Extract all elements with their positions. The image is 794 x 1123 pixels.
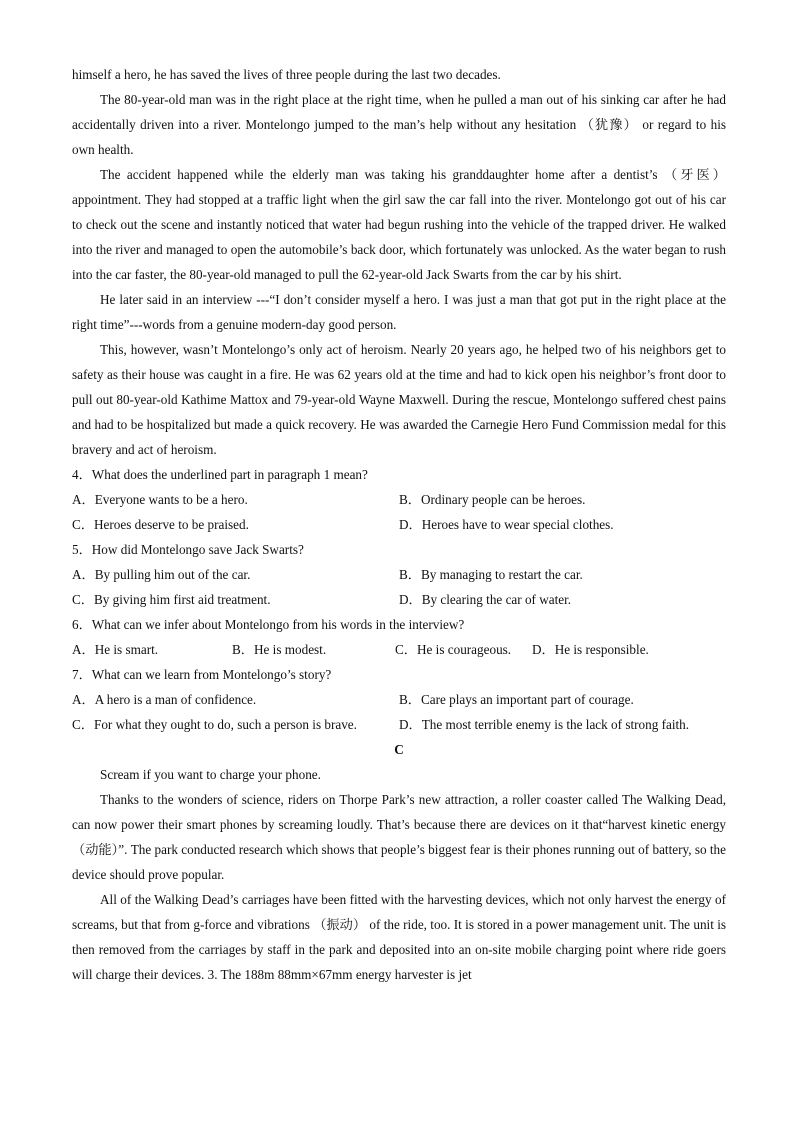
option-7a: A．A hero is a man of confidence. [72,692,257,707]
question-6-options [72,637,726,662]
document-page [72,62,726,987]
paragraph-c-1: Thanks to the wonders of science, riders on Thorpe Park’s new attraction, a roller coaster called The Walking Dead, can now power their smart phones by screaming loudly. That’s because there are devices on it that“harvest kinetic energy （动能）”. The park conducted research which shows that people’s biggest fear is their phones running out of battery, so the device should prove popular. [72,792,726,882]
section-heading-c: C [394,742,404,757]
question-7-options [72,687,726,737]
question-5-stem: 5．How did Montelongo save Jack Swarts? [72,542,304,557]
option-6d: D．He is responsible. [532,642,649,657]
option-4c: C．Heroes deserve to be praised. [72,517,249,532]
paragraph-b-2: The accident happened while the elderly man was taking his granddaughter home after a dentist’s （牙医） appointment. They had stopped at a traffic light when the girl saw the car fall into the river. Montelongo got out of his car to check out the scene and instantly noticed that water had begun rushing into the vehicle of the trapped driver. He walked into the river and managed to open the automobile’s back door, which fortunately was unlocked. As the water began to rush into the car faster, the 80-year-old managed to pull the 62-year-old Jack Swarts from the car by his shirt. [72,167,726,282]
option-6b: B．He is modest. [232,642,327,657]
option-5b: B．By managing to restart the car. [399,567,583,582]
paragraph-b-1: The 80-year-old man was in the right place at the right time, when he pulled a man out of his sinking car after he had accidentally driven into a river. Montelongo jumped to the man’s help without any hesitation （犹豫） or regard to his own health. [72,92,726,157]
option-6c: C．He is courageous. [395,642,512,657]
option-7c: C．For what they ought to do, such a person is brave. [72,717,357,732]
option-4b: B．Ordinary people can be heroes. [399,492,586,507]
option-5c: C．By giving him first aid treatment. [72,592,271,607]
option-7d: D．The most terrible enemy is the lack of strong faith. [399,717,690,732]
question-5-options [72,562,726,612]
option-5a: A．By pulling him out of the car. [72,567,251,582]
paragraph-b-3: He later said in an interview ---“I don’t consider myself a hero. I was just a man that got put in the right place at the right time”---words from a genuine modern-day good person. [72,292,726,332]
question-7-stem: 7．What can we learn from Montelongo’s story? [72,667,332,682]
question-6-stem: 6．What can we infer about Montelongo from his words in the interview? [72,617,465,632]
paragraph-c-0: Scream if you want to charge your phone. [100,767,321,782]
option-4a: A．Everyone wants to be a hero. [72,492,248,507]
option-5d: D．By clearing the car of water. [399,592,572,607]
question-4-options [72,487,726,537]
paragraph-c-2: All of the Walking Dead’s carriages have been fitted with the harvesting devices, which not only harvest the energy of screams, but that from g-force and vibrations （振动） of the ride, too. It is stored in a power management unit. The unit is then removed from the carriages by staff in the park and deposited into an on-site mobile charging point where ride goers will charge their devices. 3. The 188m 88mm×67mm energy harvester is jet [72,892,726,982]
paragraph-b-0: himself a hero, he has saved the lives of three people during the last two decades. [72,67,501,82]
option-7b: B．Care plays an important part of courage. [399,692,634,707]
option-4d: D．Heroes have to wear special clothes. [399,517,614,532]
paragraph-b-4: This, however, wasn’t Montelongo’s only act of heroism. Nearly 20 years ago, he helped two of his neighbors get to safety as their house was caught in a fire. He was 62 years old at the time and had to kick open his neighbor’s front door to pull out 80-year-old Kathime Mattox and 79-year-old Wayne Maxwell. During the rescue, Montelongo suffered chest pains and had to be hospitalized but made a quick recovery. He was awarded the Carnegie Hero Fund Commission medal for this bravery and act of heroism. [72,342,726,457]
question-4-stem: 4．What does the underlined part in paragraph 1 mean? [72,467,368,482]
option-6a: A．He is smart. [72,642,159,657]
